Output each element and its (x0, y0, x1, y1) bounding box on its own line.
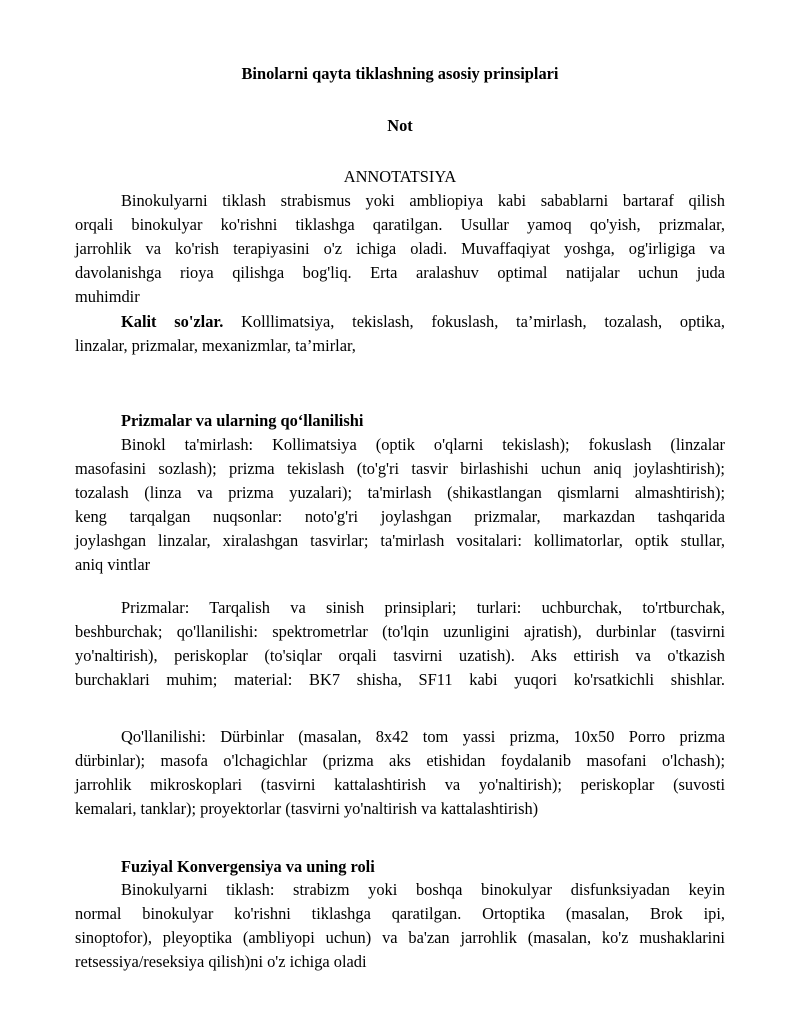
annotation-line: Binokulyarni tiklash strabismus yoki ambliopiya kabi sabablarni bartaraf qilish (121, 191, 725, 210)
paragraph-line: Binokl ta'mirlash: Kollimatsiya (optik o'qlarni tekislash); fokuslash (linzalar (121, 435, 725, 454)
paragraph-line: Prizmalar: Tarqalish va sinish prinsiplari; turlari: uchburchak, to'rtburchak, (121, 598, 725, 617)
keywords-text: Kolllimatsiya, tekislash, fokuslash, ta’mirlash, tozalash, optika, (241, 312, 725, 331)
keywords-line: linzalar, prizmalar, mexanizmlar, ta’mirlar, (75, 336, 356, 355)
paragraph-line: burchaklari muhim; material: BK7 shisha, SF11 kabi yuqori ko'rsatkichli shishlar. (75, 670, 725, 689)
section-heading: Fuziyal Konvergensiya va uning roli (121, 857, 375, 876)
annotation-line: jarrohlik va ko'rish terapiyasini o'z ichiga oladi. Muvaffaqiyat yoshga, og'irligiga va (75, 239, 725, 258)
paragraph-line: beshburchak; qo'llanilishi: spektrometrlar (to'lqin uzunligini ajratish), durbinlar (tasvirni (75, 622, 725, 641)
paragraph-line: kemalari, tanklar); proyektorlar (tasvirni yo'naltirish va kattalashtirish) (75, 799, 539, 818)
annotation-line: orqali binokulyar ko'rishni tiklashga qaratilgan. Usullar yamoq qo'yish, prizmalar, (75, 215, 725, 234)
author-name: Not (387, 116, 413, 135)
annotation-line: davolanishga rioya qilishga bog'liq. Erta aralashuv optimal natijalar uchun juda (75, 263, 725, 282)
annotation-line: muhimdir (75, 287, 140, 306)
paragraph-line: joylashgan linzalar, xiralashgan tasvirlar; ta'mirlash vositalari: kollimatorlar, optik stullar, (75, 531, 725, 550)
paragraph-line: jarrohlik mikroskoplari (tasvirni kattalashtirish va yo'naltirish); periskoplar (suvosti (75, 775, 725, 794)
paragraph-line: yo'naltirish), periskoplar (to'siqlar orqali tasvirni uzatish). Aks ettirish va o'tkazish (75, 646, 725, 665)
paragraph-line: Qo'llanilishi: Dürbinlar (masalan, 8x42 tom yassi prizma, 10x50 Porro prizma (121, 727, 725, 746)
paragraph-line: Binokulyarni tiklash: strabizm yoki boshqa binokulyar disfunksiyadan keyin (121, 880, 725, 899)
keywords-line (121, 310, 725, 334)
paragraph-line: masofasini sozlash); prizma tekislash (to'g'ri tasvir birlashishi uchun aniq joylashtirish); (75, 459, 725, 478)
paragraph-line: keng tarqalgan nuqsonlar: noto'g'ri joylashgan prizmalar, markazdan tashqarida (75, 507, 725, 526)
paragraph-line: sinoptofor), pleyoptika (ambliyopi uchun) va ba'zan jarrohlik (masalan, ko'z mushaklarini (75, 928, 725, 947)
annotation-heading: ANNOTATSIYA (343, 167, 457, 186)
paragraph-line: normal binokulyar ko'rishni tiklashga qaratilgan. Ortoptika (masalan, Brok ipi, (75, 904, 725, 923)
paragraph-line: aniq vintlar (75, 555, 151, 574)
paragraph-line: dürbinlar); masofa o'lchagichlar (prizma aks etishidan foydalanib masofani o'lchash); (75, 751, 725, 770)
paragraph-line: tozalash (linza va prizma yuzalari); ta'mirlash (shikastlangan qismlarni almashtirish); (75, 483, 725, 502)
section-heading: Prizmalar va ularning qo‘llanilishi (121, 411, 364, 430)
paragraph-line: retsessiya/reseksiya qilish)ni o'z ichiga oladi (75, 952, 367, 971)
document-title: Binolarni qayta tiklashning asosiy prinsiplari (241, 64, 559, 83)
keywords-label: Kalit so'zlar. (121, 312, 224, 331)
